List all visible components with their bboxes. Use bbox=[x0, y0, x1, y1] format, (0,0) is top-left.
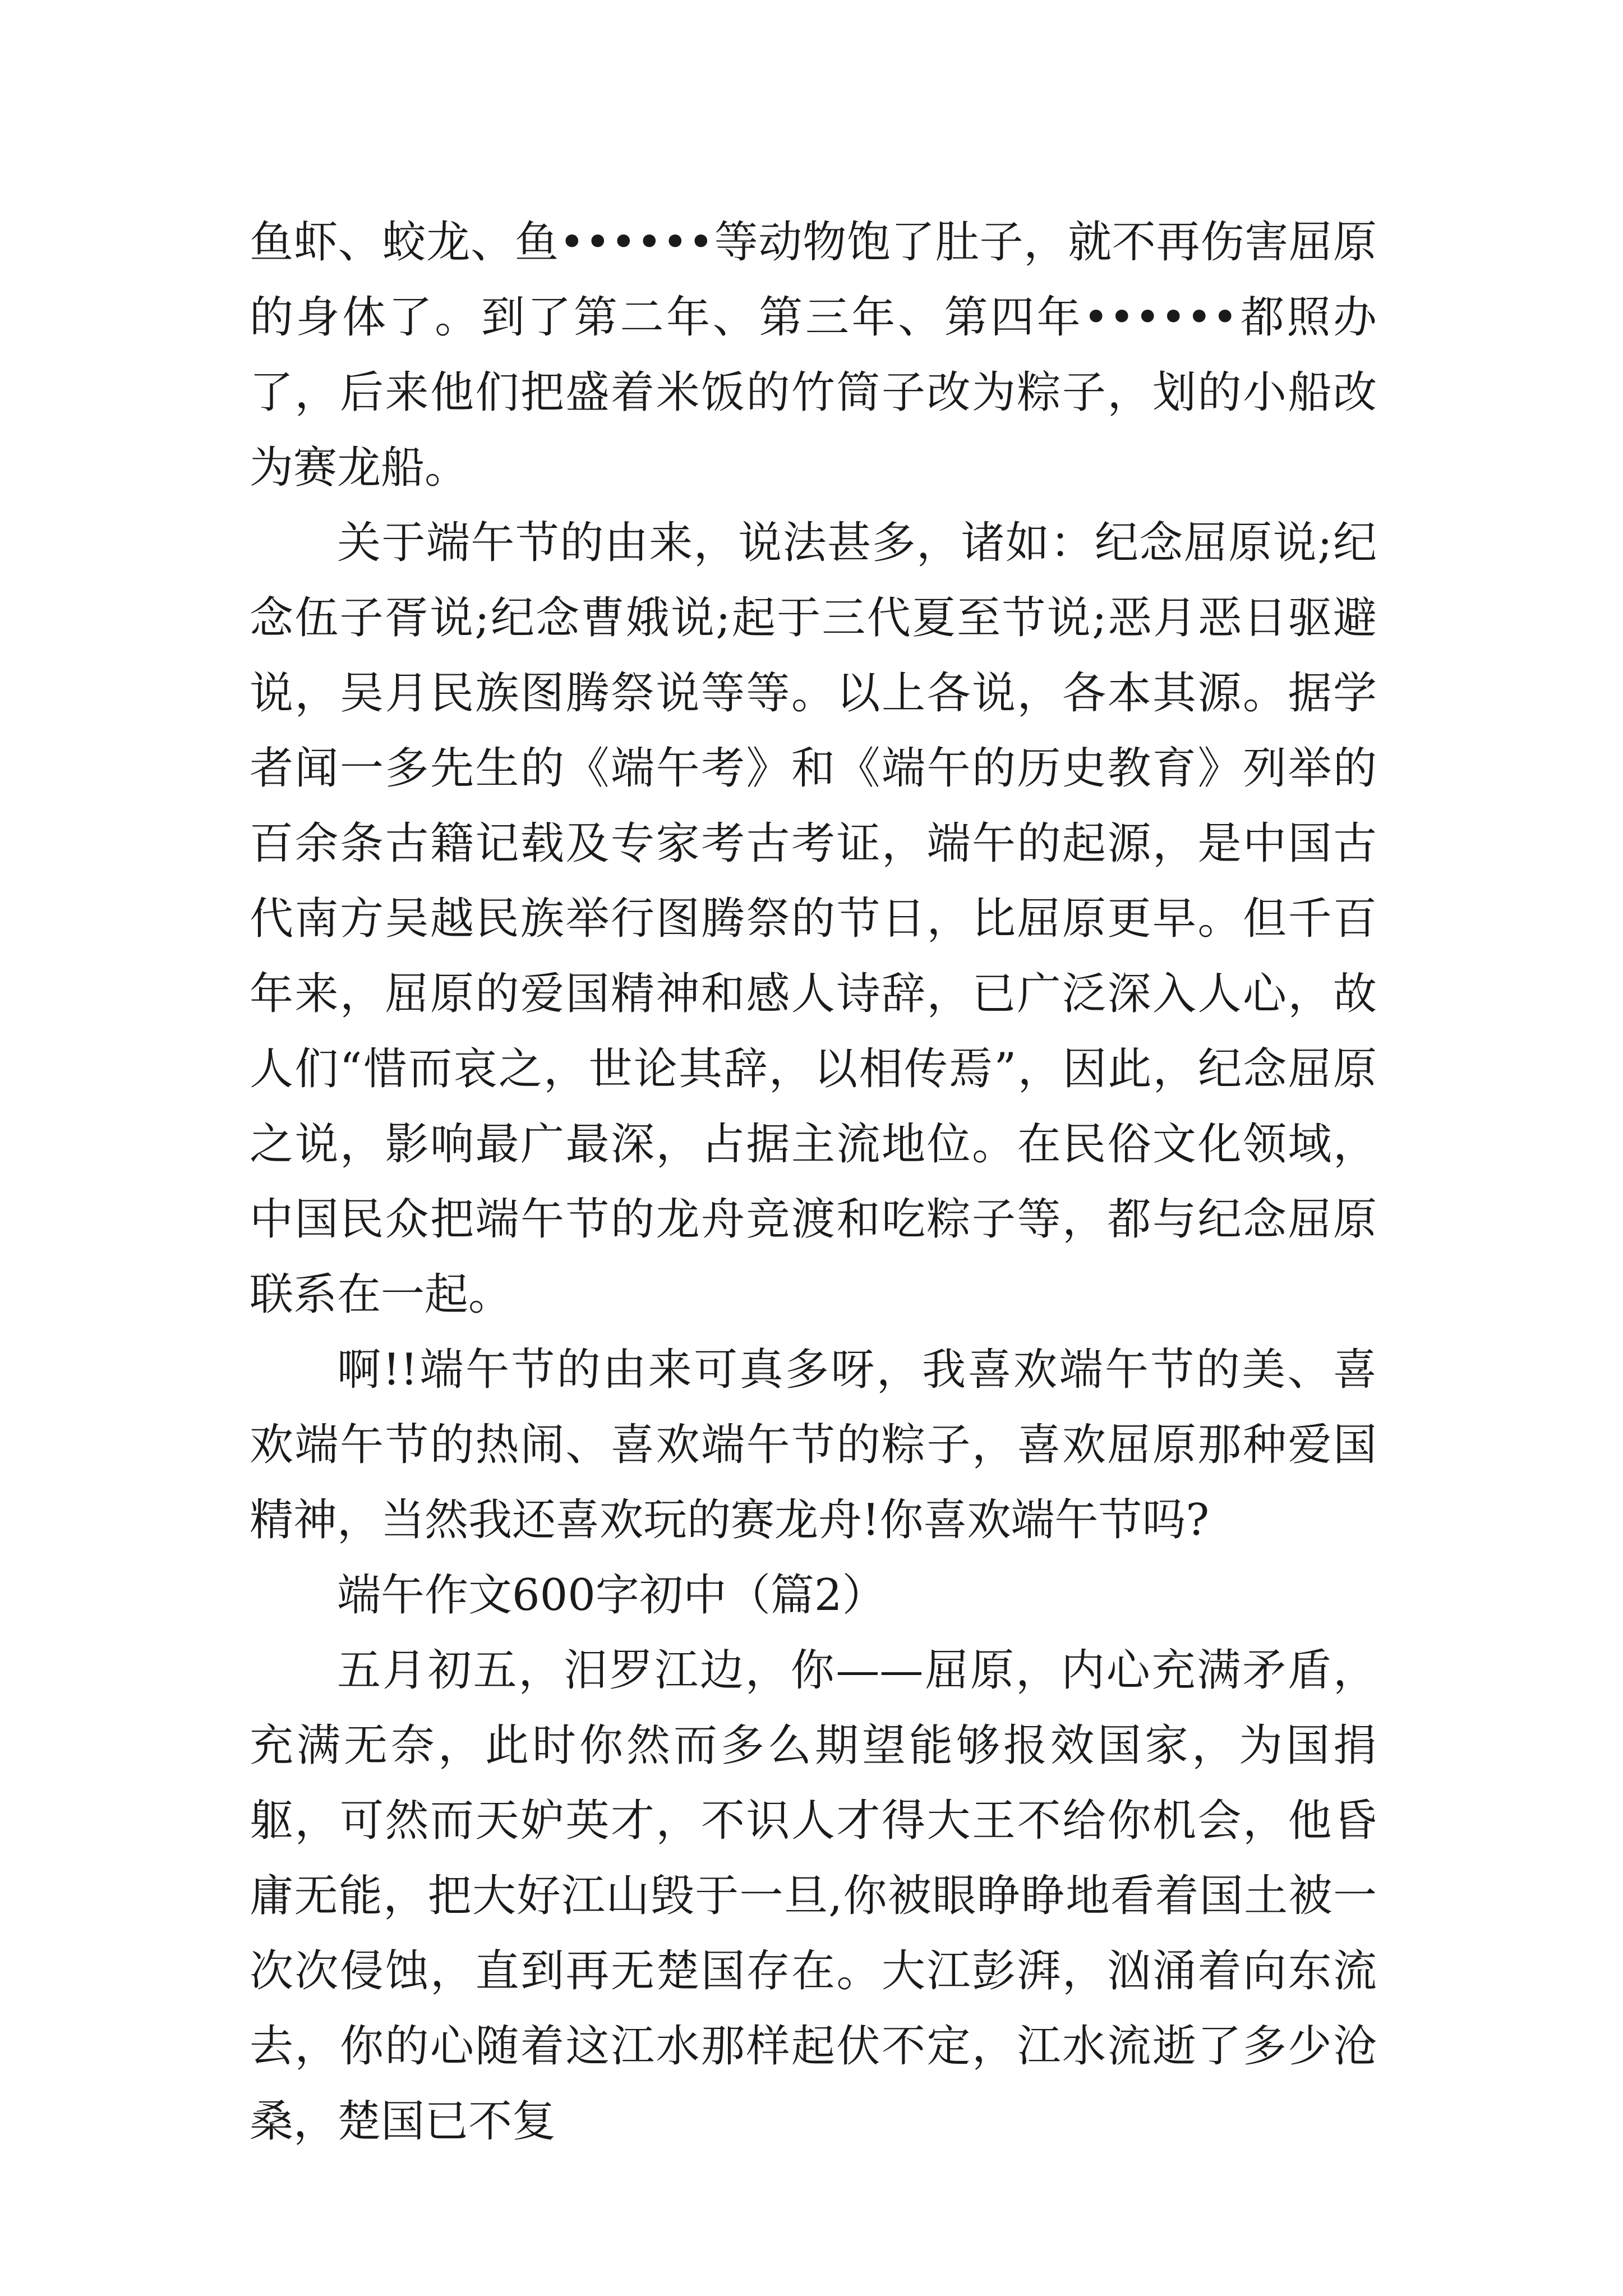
paragraph-continued: 鱼虾、蛟龙、鱼••••••等动物饱了肚子，就不再伤害屈原的身体了。到了第二年、第三年、第四年••••••都照办了，后来他们把盛着米饭的竹筒子改为粽子，划的小船改为赛龙船。 bbox=[250, 217, 1377, 493]
paragraph-exclamation: 啊!!端午节的由来可真多呀，我喜欢端午节的美、喜欢端午节的热闹、喜欢端午节的粽子，喜欢屈原那种爱国精神，当然我还喜欢玩的赛龙舟!你喜欢端午节吗? bbox=[250, 1345, 1377, 1545]
paragraph-origin: 关于端午节的由来，说法甚多，诸如：纪念屈原说;纪念伍子胥说;纪念曹娥说;起于三代夏至节说;恶月恶日驱避说，吴月民族图腾祭说等等。以上各说，各本其源。据学者闻一多先生的《端午考》和《端午的历史教育》列举的百余条古籍记载及专家考古考证，端午的起源，是中国古代南方吴越民族举行图腾祭的节日，比屈原更早。但千百年来，屈原的爱国精神和感人诗辞，已广泛深入人心，故人们“惜而哀之，世论其辞，以相传焉”，因此，纪念屈原之说，影响最广最深，占据主流地位。在民俗文化领域，中国民众把端午节的龙舟竞渡和吃粽子等，都与纪念屈原联系在一起。 bbox=[250, 518, 1377, 1320]
paragraph-quyuan: 五月初五，汨罗江边，你——屈原，内心充满矛盾，充满无奈，此时你然而多么期望能够报效国家，为国捐躯，可然而天妒英才，不识人才得大王不给你机会，他昏庸无能，把大好江山毁于一旦,你被眼睁睁地看着国土被一次次侵蚀，直到再无楚国存在。大江彭湃，汹涌着向东流去，你的心随着这江水那样起伏不定，江水流逝了多少沧桑，楚国已不复 bbox=[250, 1645, 1377, 2147]
document-body bbox=[250, 205, 1377, 2159]
section-title: 端午作文600字初中（篇2） bbox=[337, 1570, 886, 1621]
